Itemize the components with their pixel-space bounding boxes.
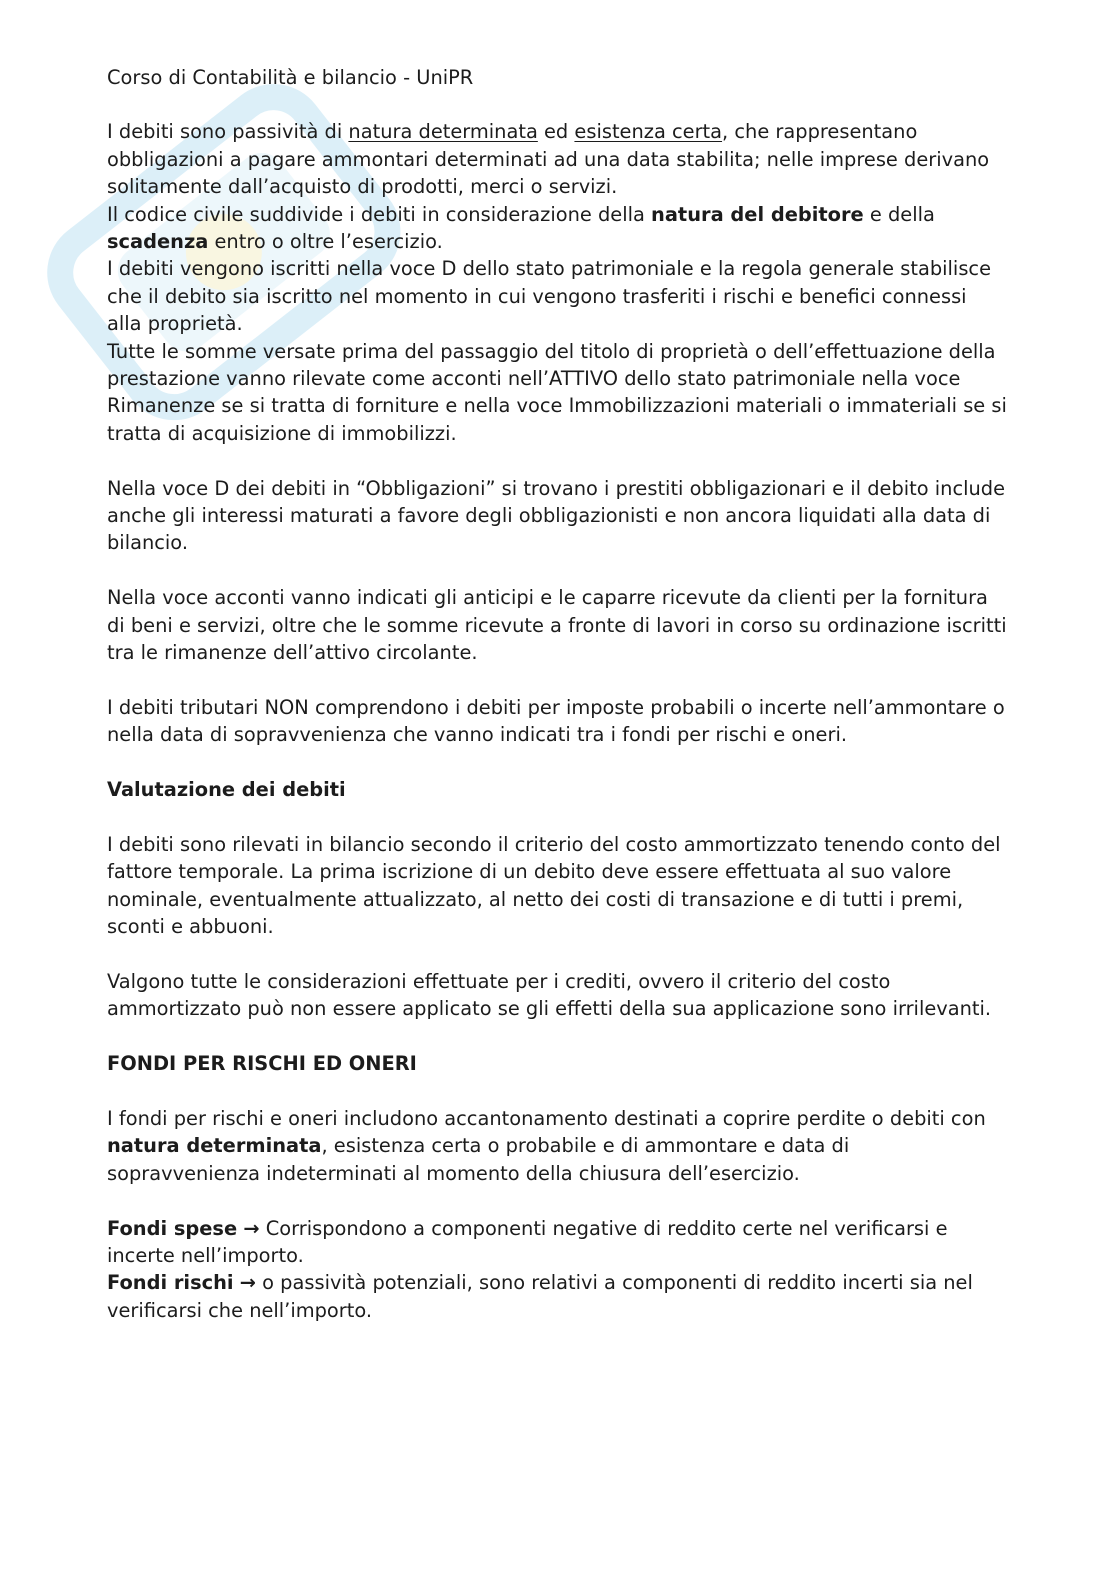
fondi-rischi-label: Fondi rischi — [107, 1271, 234, 1295]
fondi-spese-item: Fondi spese → Corrispondono a componenti negative di reddito certe nel verificarsi e incerte nell’importo. — [107, 1216, 948, 1267]
fondi-spese-label: Fondi spese — [107, 1216, 238, 1240]
right-arrow-icon: → — [239, 1271, 256, 1295]
fondi-paragraph-1: I fondi per rischi e oneri includono accantonamento destinati a coprire perdite o debiti con natura determinata, esistenza certa o probabile e di ammontare e data di sopravvenienza indeterminati al momento della chiusura dell’esercizio. — [107, 1106, 986, 1185]
document-page — [107, 64, 1007, 1324]
valutazione-paragraph-1: I debiti sono rilevati in bilancio secondo il criterio del costo ammortizzato tenendo conto del fattore temporale. La prima iscrizione di un debito deve essere effettuata al suo valore nominale, eventualmente attualizzato, al netto dei costi di transazione e di tutti i premi, sconti e abbuoni. — [107, 832, 1001, 939]
obbligazioni-paragraph: Nella voce D dei debiti in “Obbligazioni” si trovano i prestiti obbligazionari e il debito include anche gli interessi maturati a favore degli obbligazionisti e non ancora liquidati alla data di bilancio. — [107, 476, 1006, 555]
course-title: Corso di Contabilità e bilancio - UniPR — [107, 66, 474, 89]
intro-paragraph-4: Tutte le somme versate prima del passaggio del titolo di proprietà o dell’effettuazione della prestazione vanno rilevate come acconti nell’ATTIVO dello stato patrimoniale nella voce Rimanenze se si tratta di forniture e nella voce Immobilizzazioni materiali o immateriali se si tratta di acquisizione di immobilizzi. — [107, 339, 1007, 445]
bold-natura-del-debitore: natura del debitore — [651, 202, 864, 226]
valutazione-heading: Valutazione dei debiti — [107, 778, 346, 802]
fondi-rischi-item: Fondi rischi → o passività potenziali, sono relativi a componenti di reddito incerti sia nel verificarsi che nell’importo. — [107, 1271, 973, 1322]
fondi-heading: FONDI PER RISCHI ED ONERI — [107, 1052, 417, 1076]
intro-paragraph-3: I debiti vengono iscritti nella voce D dello stato patrimoniale e la regola generale stabilisce che il debito sia iscritto nel momento in cui vengono trasferiti i rischi e benefici connessi alla proprietà. — [107, 257, 992, 336]
tributari-paragraph: I debiti tributari NON comprendono i debiti per imposte probabili o incerte nell’ammontare o nella data di sopravvenienza che vanno indicati tra i fondi per rischi e oneri. — [107, 695, 1005, 747]
bold-natura-determinata: natura determinata — [107, 1134, 322, 1158]
intro-paragraph-2: Il codice civile suddivide i debiti in considerazione della natura del debitore e della scadenza entro o oltre l’esercizio. — [107, 202, 935, 254]
underlined-natura-determinata: natura determinata — [348, 120, 538, 144]
valutazione-paragraph-2: Valgono tutte le considerazioni effettuate per i crediti, ovvero il criterio del costo ammortizzato può non essere applicato se gli effetti della sua applicazione sono irrilevanti. — [107, 969, 992, 1021]
bold-scadenza: scadenza — [107, 230, 209, 254]
right-arrow-icon: → — [243, 1216, 260, 1240]
intro-paragraph-1: I debiti sono passività di natura determinata ed esistenza certa, che rappresentano obbligazioni a pagare ammontari determinati ad una data stabilita; nelle imprese derivano solitamente dall’acquisto di prodotti, merci o servizi. — [107, 120, 990, 199]
acconti-paragraph: Nella voce acconti vanno indicati gli anticipi e le caparre ricevute da clienti per la fornitura di beni e servizi, oltre che le somme ricevute a fronte di lavori in corso su ordinazione iscritti tra le rimanenze dell’attivo circolante. — [107, 586, 1007, 665]
underlined-esistenza-certa: esistenza certa — [574, 120, 723, 144]
